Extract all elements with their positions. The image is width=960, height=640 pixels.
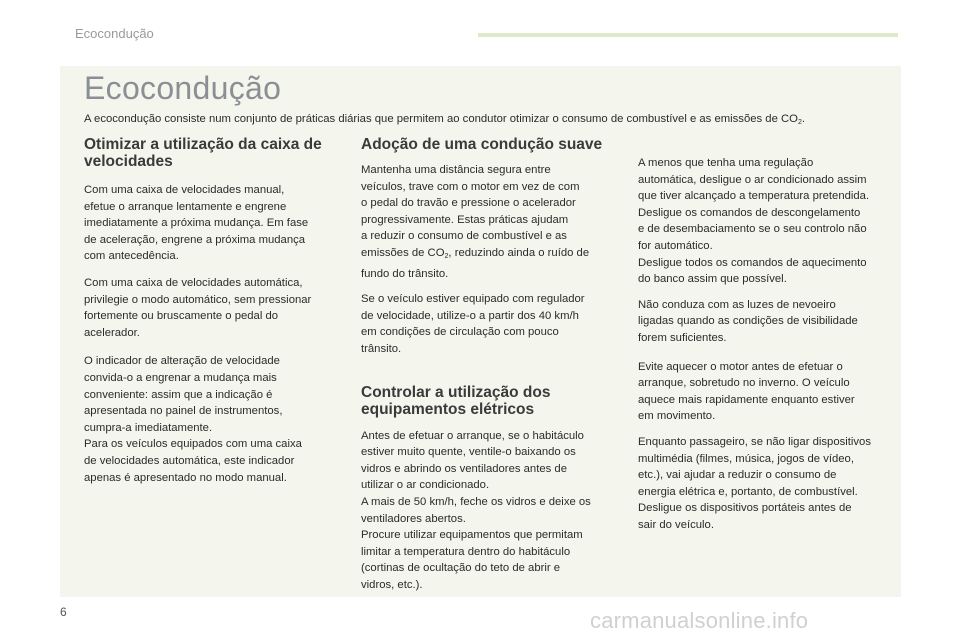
header-section-title: Ecocondução xyxy=(75,26,154,41)
paragraph-multimedia: Enquanto passageiro, se não ligar dispositivos multimédia (filmes, música, jogos de vídeo, etc.), vai ajudar a reduzir o consumo de energia elétrica e, portanto, de combustível. Desligue os dispositivos portáteis antes de sair do veículo. xyxy=(638,435,871,531)
header-accent-bar xyxy=(478,33,898,37)
column-smooth-driving xyxy=(361,136,623,593)
paragraph-engine-warmup: Evite aquecer o motor antes de efetuar o arranque, sobretudo no inverno. O veículo aquece mais rapidamente enquanto estiver em movimento. xyxy=(638,360,855,423)
paragraph-safe-distance: Mantenha uma distância segura entre veículos, trave com o motor em vez de com o pedal do travão e pressione o acelerador progressivamente. Estas práticas ajudam a reduzir o consumo de combustível e as emissões de $CO_2$, reduzindo ainda o ruído de fundo do trânsito. xyxy=(361,164,590,280)
paragraph-cruise-control: Se o veículo estiver equipado com regulador de velocidade, utilize-o a partir dos 40 km/h em condições de circulação com pouco trânsito. xyxy=(361,293,585,355)
paragraph-ventilation: Antes de efetuar o arranque, se o habitáculo estiver muito quente, ventile-o baixando os vidros e abrindo os ventiladores antes de utilizar o ar condicionado. A mais de 50 km/h, feche os vidros e deixe os ventiladores abertos. Procure utilizar equipamentos que permitam limitar a temperatura dentro do habitáculo (cortinas de ocultação do teto de abrir e vidros, etc.). xyxy=(361,429,591,591)
heading-gearbox: Otimizar a utilização da caixa de velocidades xyxy=(84,136,322,170)
paragraph-manual-gearbox: Com uma caixa de velocidades manual, efetue o arranque lentamente e engrene imediatamente a próxima mudança. Em fase de aceleração, engrene a próxima mudança com antecedência. xyxy=(84,184,309,263)
column-electrical-tips xyxy=(638,155,900,533)
page-number: 6 xyxy=(60,605,67,619)
intro-paragraph: A ecocondução consiste num conjunto de práticas diárias que permitem ao condutor otimizar o consumo de combustível e as emissões de $CO_2$. xyxy=(84,113,806,126)
paragraph-automatic-gearbox: Com uma caixa de velocidades automática, privilegie o modo automático, sem pressionar fortemente ou bruscamente o pedal do acelerador. xyxy=(84,276,312,339)
watermark: carmanualsonline.info xyxy=(590,608,809,633)
heading-electrical-equipment: Controlar a utilização dos equipamentos elétricos xyxy=(361,383,551,418)
heading-smooth-driving: Adoção de uma condução suave xyxy=(361,136,603,153)
paragraph-gear-indicator: O indicador de alteração de velocidade convida-o a engrenar a mudança mais conveniente: assim que a indicação é apresentada no painel de instrumentos, cumpra-a imediatamente. Para os veículos equipados com uma caixa de velocidades automática, este indicador apenas é apresentado no modo manual. xyxy=(84,355,302,484)
column-gearbox xyxy=(84,136,346,486)
paragraph-fog-lights: Não conduza com as luzes de nevoeiro ligadas quando as condições de visibilidade forem suficientes. xyxy=(638,298,858,344)
paragraph-air-conditioning: A menos que tenha uma regulação automática, desligue o ar condicionado assim que tiver alcançado a temperatura pretendida. Desligue os comandos de descongelamento e de desembaciamento se o seu controlo não for automático. Desligue todos os comandos de aquecimento do banco assim que possível. xyxy=(638,157,870,286)
page-title: Ecocondução xyxy=(84,70,282,106)
